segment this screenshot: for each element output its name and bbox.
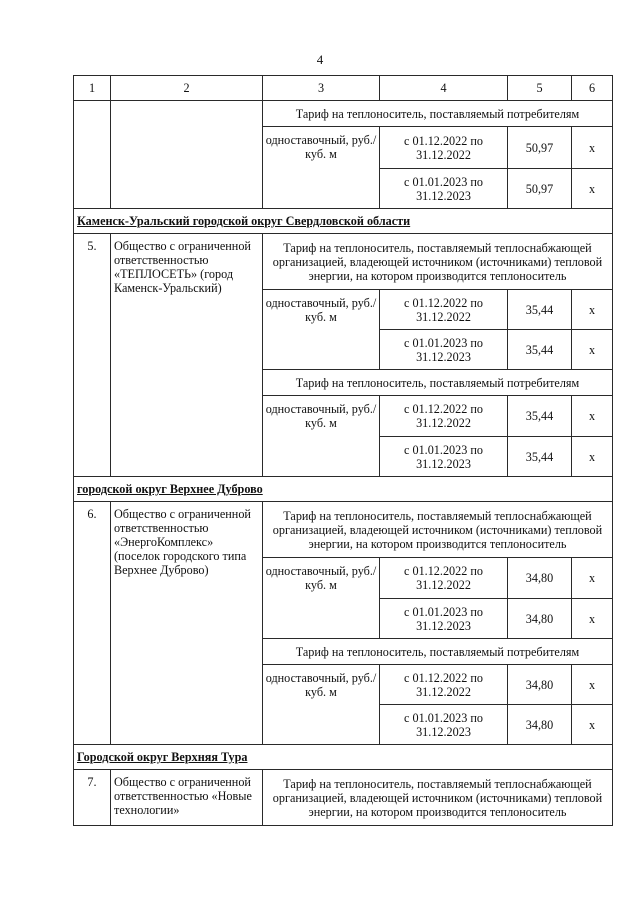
x-mark: х <box>572 330 613 370</box>
table-row <box>74 101 613 127</box>
period-cell: с 01.12.2022 по 31.12.2022 <box>380 290 508 330</box>
rate-type: одноставочный, руб./куб. м <box>263 665 380 745</box>
tariff-consumers-header: Тариф на теплоноситель, поставляемый потребителям <box>263 639 613 665</box>
organization-name: Общество с ограниченной ответственностью «Новые технологии» <box>111 770 263 826</box>
rate-type: одноставочный, руб./куб. м <box>263 396 380 477</box>
value-cell: 34,80 <box>508 599 572 639</box>
x-mark: х <box>572 705 613 745</box>
value-cell: 34,80 <box>508 558 572 599</box>
section-title: Каменск-Уральский городской округ Свердловской области <box>74 209 613 234</box>
x-mark: х <box>572 437 613 477</box>
header-cell: 2 <box>111 76 263 101</box>
period-cell: с 01.12.2022 по 31.12.2022 <box>380 396 508 437</box>
x-mark: х <box>572 290 613 330</box>
period-cell: с 01.12.2022 по 31.12.2022 <box>380 558 508 599</box>
row-number: 5. <box>74 234 111 477</box>
header-cell: 6 <box>572 76 613 101</box>
header-cell: 1 <box>74 76 111 101</box>
header-cell: 5 <box>508 76 572 101</box>
value-cell: 35,44 <box>508 437 572 477</box>
section-row <box>74 745 613 770</box>
tariff-heat-supply-header: Тариф на теплоноситель, поставляемый теплоснабжающей организацией, владеющей источником (источниками) тепловой энергии, на котором производится теплоноситель <box>263 502 613 558</box>
tariff-table <box>73 75 613 826</box>
rate-type: одноставочный, руб./куб. м <box>263 290 380 370</box>
table-row <box>74 770 613 826</box>
period-cell: с 01.01.2023 по 31.12.2023 <box>380 330 508 370</box>
x-mark: х <box>572 169 613 209</box>
organization-name: Общество с ограниченной ответственностью «ЭнергоКомплекс» (поселок городского типа Верхнее Дуброво) <box>111 502 263 745</box>
value-cell: 35,44 <box>508 330 572 370</box>
row-number: 7. <box>74 770 111 826</box>
section-row <box>74 477 613 502</box>
organization-name: Общество с ограниченной ответственностью «ТЕПЛОСЕТЬ» (город Каменск-Уральский) <box>111 234 263 477</box>
table-header-row <box>74 76 613 101</box>
value-cell: 50,97 <box>508 127 572 169</box>
header-cell: 3 <box>263 76 380 101</box>
value-cell: 34,80 <box>508 705 572 745</box>
x-mark: х <box>572 127 613 169</box>
page-number: 4 <box>316 52 324 67</box>
x-mark: х <box>572 665 613 705</box>
header-cell: 4 <box>380 76 508 101</box>
period-cell: с 01.01.2023 по 31.12.2023 <box>380 705 508 745</box>
rate-type: одноставочный, руб./куб. м <box>263 127 380 209</box>
period-cell: с 01.01.2023 по 31.12.2023 <box>380 437 508 477</box>
value-cell: 34,80 <box>508 665 572 705</box>
row-number: 6. <box>74 502 111 745</box>
period-cell: с 01.12.2022 по 31.12.2022 <box>380 127 508 169</box>
value-cell: 50,97 <box>508 169 572 209</box>
x-mark: х <box>572 396 613 437</box>
rate-type: одноставочный, руб./куб. м <box>263 558 380 639</box>
x-mark: х <box>572 558 613 599</box>
section-title: Городской округ Верхняя Тура <box>74 745 613 770</box>
period-cell: с 01.01.2023 по 31.12.2023 <box>380 169 508 209</box>
table-row <box>74 502 613 558</box>
table-row <box>74 234 613 290</box>
value-cell: 35,44 <box>508 290 572 330</box>
tariff-heat-supply-header: Тариф на теплоноситель, поставляемый теплоснабжающей организацией, владеющей источником (источниками) тепловой энергии, на котором производится теплоноситель <box>263 770 613 826</box>
section-row <box>74 209 613 234</box>
tariff-heat-supply-header: Тариф на теплоноситель, поставляемый теплоснабжающей организацией, владеющей источником (источниками) тепловой энергии, на котором производится теплоноситель <box>263 234 613 290</box>
section-title: городской округ Верхнее Дуброво <box>74 477 613 502</box>
x-mark: х <box>572 599 613 639</box>
tariff-consumers-header: Тариф на теплоноситель, поставляемый потребителям <box>263 370 613 396</box>
period-cell: с 01.01.2023 по 31.12.2023 <box>380 599 508 639</box>
period-cell: с 01.12.2022 по 31.12.2022 <box>380 665 508 705</box>
value-cell: 35,44 <box>508 396 572 437</box>
tariff-consumers-header: Тариф на теплоноситель, поставляемый потребителям <box>263 101 613 127</box>
